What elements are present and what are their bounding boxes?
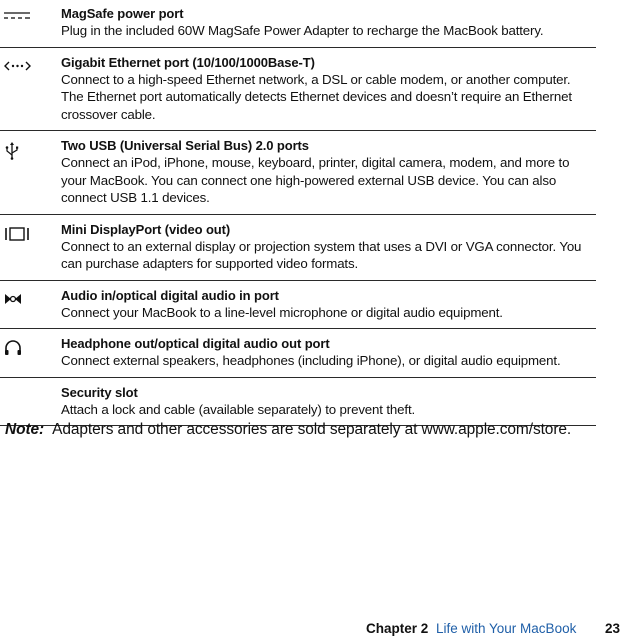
port-description: Connect your MacBook to a line-level microphone or digital audio equipment.	[61, 304, 503, 320]
page-number: 23	[605, 621, 621, 636]
section-link[interactable]: Life with Your MacBook	[436, 621, 577, 636]
magsafe-power-icon	[4, 11, 32, 27]
port-row-usb	[0, 131, 596, 215]
port-row-magsafe	[0, 0, 596, 48]
port-title: Security slot	[61, 384, 138, 400]
port-row-security-slot	[0, 378, 596, 427]
audio-in-icon	[4, 292, 32, 308]
usb-icon	[4, 142, 32, 158]
port-description: Plug in the included 60W MagSafe Power Adapter to recharge the MacBook battery.	[61, 23, 544, 38]
chapter-label: Chapter 2	[366, 621, 429, 636]
port-description: Connect to an external display or projection system that uses a DVI or VGA connector. You can purchase adapters for supported video formats.	[61, 238, 582, 271]
port-row-audio-in	[0, 281, 596, 330]
port-title: MagSafe power port	[61, 6, 184, 21]
port-description: Attach a lock and cable (available separately) to prevent theft.	[61, 401, 416, 417]
port-title: Audio in/optical digital audio in port	[61, 287, 279, 303]
port-title: Gigabit Ethernet port (10/100/1000Base-T)	[61, 54, 315, 70]
port-title: Two USB (Universal Serial Bus) 2.0 ports	[61, 138, 309, 153]
port-row-ethernet	[0, 48, 596, 132]
note-text: Adapters and other accessories are sold separately at www.apple.com/store.	[52, 421, 572, 438]
port-description: Connect external speakers, headphones (including iPhone), or digital audio equipment.	[61, 353, 561, 368]
port-title: Mini DisplayPort (video out)	[61, 221, 231, 237]
port-row-headphone	[0, 329, 596, 378]
mini-displayport-icon	[4, 226, 32, 242]
port-row-mini-displayport	[0, 215, 596, 281]
port-title: Headphone out/optical digital audio out port	[61, 336, 330, 351]
headphone-icon	[4, 340, 32, 356]
port-description: Connect to a high-speed Ethernet network, a DSL or cable modem, or another computer. The Ethernet port automatically detects Ethernet devices and doesn’t require an Ethernet crossover cable.	[61, 71, 572, 122]
ethernet-icon	[4, 59, 32, 75]
port-description: Connect an iPod, iPhone, mouse, keyboard, printer, digital camera, modem, and more to your MacBook. You can connect one high-powered external USB device. You can also connect USB 1.1 devices.	[61, 155, 570, 205]
note	[5, 420, 571, 440]
note-label: Note:	[5, 421, 45, 438]
